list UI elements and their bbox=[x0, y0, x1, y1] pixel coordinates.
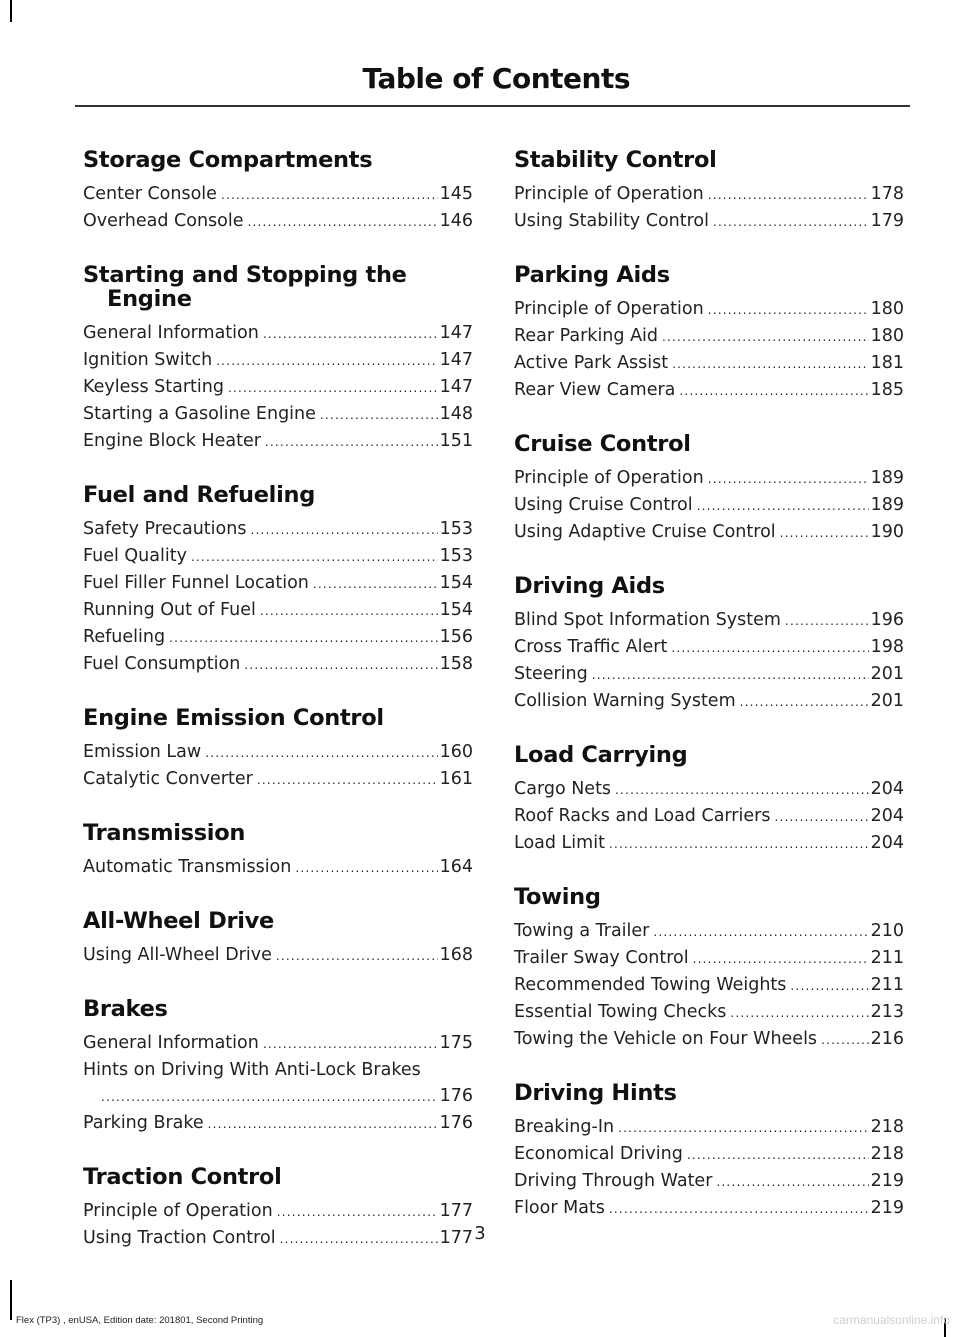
toc-entry-page: 198 bbox=[870, 637, 904, 657]
section-heading-text: Storage Compartments bbox=[83, 147, 373, 173]
toc-leader-dots bbox=[313, 571, 438, 597]
toc-entry-page: 177 bbox=[439, 1228, 473, 1248]
toc-entry-page: 204 bbox=[870, 806, 904, 826]
toc-leader-dots bbox=[609, 831, 869, 857]
toc-entry-label: Blind Spot Information System bbox=[514, 610, 781, 630]
section-heading-text: Brakes bbox=[83, 996, 168, 1022]
toc-entry-page: 168 bbox=[439, 945, 473, 965]
toc-entry-label: Load Limit bbox=[514, 833, 605, 853]
toc-leader-dots bbox=[169, 625, 438, 651]
toc-leader-dots bbox=[221, 182, 438, 208]
toc-entry-page: 179 bbox=[870, 211, 904, 231]
toc-entry[interactable] bbox=[514, 1141, 904, 1168]
toc-leader-dots bbox=[716, 1169, 868, 1195]
toc-entry[interactable] bbox=[514, 492, 904, 519]
toc-entry[interactable] bbox=[514, 323, 904, 350]
toc-entry-page: 176 bbox=[439, 1086, 473, 1106]
toc-entry-label: Keyless Starting bbox=[83, 377, 224, 397]
toc-leader-dots bbox=[263, 1031, 438, 1057]
toc-leader-dots bbox=[295, 855, 437, 881]
toc-entry-page: 160 bbox=[439, 742, 473, 762]
toc-entry-label: Principle of Operation bbox=[83, 1201, 273, 1221]
toc-entry[interactable] bbox=[514, 1026, 904, 1053]
toc-entry-page: 190 bbox=[870, 522, 904, 542]
toc-entry[interactable] bbox=[83, 347, 473, 374]
toc-entry-label: Principle of Operation bbox=[514, 299, 704, 319]
toc-entry-page: 176 bbox=[439, 1113, 473, 1133]
page-number: 3 bbox=[474, 1223, 486, 1244]
toc-entry-label: Fuel Consumption bbox=[83, 654, 241, 674]
toc-entry[interactable] bbox=[514, 1195, 904, 1222]
toc-section bbox=[514, 148, 904, 235]
toc-leader-dots bbox=[713, 209, 869, 235]
toc-entry[interactable] bbox=[83, 766, 473, 793]
toc-leader-dots bbox=[708, 182, 869, 208]
toc-entry-page: 145 bbox=[439, 184, 473, 204]
toc-leader-dots bbox=[780, 520, 869, 546]
section-heading-text: All-Wheel Drive bbox=[83, 908, 274, 934]
toc-entry-label: Engine Block Heater bbox=[83, 431, 261, 451]
toc-section bbox=[514, 885, 904, 1053]
toc-entry[interactable] bbox=[83, 374, 473, 401]
toc-entry[interactable] bbox=[83, 1030, 473, 1057]
toc-entry-page: 189 bbox=[870, 468, 904, 488]
toc-entry-page: 178 bbox=[870, 184, 904, 204]
toc-entry-label: Cargo Nets bbox=[514, 779, 612, 799]
toc-entry-label: Center Console bbox=[83, 184, 217, 204]
section-heading-text: Starting and Stopping the bbox=[83, 262, 407, 288]
toc-entry-label: Hints on Driving With Anti-Lock Brakes bbox=[83, 1060, 421, 1080]
toc-entry-page: 147 bbox=[439, 323, 473, 343]
toc-entry-page: 180 bbox=[870, 299, 904, 319]
section-heading bbox=[83, 483, 473, 507]
toc-entry[interactable] bbox=[83, 597, 473, 624]
toc-entry-page: 211 bbox=[870, 948, 904, 968]
toc-entry-label: Steering bbox=[514, 664, 588, 684]
toc-leader-dots bbox=[708, 466, 869, 492]
toc-section bbox=[83, 706, 473, 793]
toc-leader-dots bbox=[687, 1142, 869, 1168]
toc-entry[interactable] bbox=[514, 830, 904, 857]
toc-entry[interactable] bbox=[514, 208, 904, 235]
toc-leader-dots bbox=[265, 429, 438, 455]
toc-entry-page: 156 bbox=[439, 627, 473, 647]
toc-leader-dots bbox=[592, 662, 869, 688]
toc-entry-label: Essential Towing Checks bbox=[514, 1002, 727, 1022]
section-heading bbox=[514, 148, 904, 172]
toc-entry-label: Floor Mats bbox=[514, 1198, 605, 1218]
section-heading-text: Driving Hints bbox=[514, 1080, 677, 1106]
section-heading-continuation: Engine bbox=[107, 286, 192, 312]
toc-leader-dots bbox=[785, 608, 869, 634]
toc-entry-label: Active Park Assist bbox=[514, 353, 669, 373]
toc-leader-dots bbox=[662, 324, 869, 350]
toc-entry[interactable] bbox=[83, 651, 473, 678]
toc-entry-label: Economical Driving bbox=[514, 1144, 683, 1164]
toc-entry-label: Running Out of Fuel bbox=[83, 600, 256, 620]
toc-leader-dots bbox=[740, 689, 869, 715]
toc-entry-page: 153 bbox=[439, 546, 473, 566]
toc-entry-label: Driving Through Water bbox=[514, 1171, 713, 1191]
toc-left-column bbox=[83, 148, 473, 1280]
toc-entry-page: 218 bbox=[870, 1117, 904, 1137]
toc-section bbox=[514, 263, 904, 404]
toc-entry-label: General Information bbox=[83, 1033, 259, 1053]
section-heading bbox=[83, 263, 473, 311]
toc-entry-page: 177 bbox=[439, 1201, 473, 1221]
toc-entry[interactable] bbox=[83, 624, 473, 651]
toc-entry-page: 201 bbox=[870, 664, 904, 684]
toc-entry[interactable] bbox=[83, 320, 473, 347]
section-heading bbox=[514, 743, 904, 767]
section-heading bbox=[83, 148, 473, 172]
toc-entry[interactable] bbox=[83, 739, 473, 766]
toc-entry[interactable] bbox=[514, 661, 904, 688]
toc-entry-page: 218 bbox=[870, 1144, 904, 1164]
toc-leader-dots bbox=[730, 1000, 868, 1026]
toc-entry-page: 146 bbox=[439, 211, 473, 231]
toc-entry[interactable] bbox=[83, 543, 473, 570]
toc-entry-page: 147 bbox=[439, 350, 473, 370]
toc-leader-dots bbox=[618, 1115, 869, 1141]
toc-entry[interactable] bbox=[514, 181, 904, 208]
header-divider bbox=[75, 105, 910, 107]
toc-entry-page: 204 bbox=[870, 833, 904, 853]
toc-section bbox=[514, 743, 904, 857]
toc-entry[interactable] bbox=[83, 854, 473, 881]
section-heading bbox=[83, 706, 473, 730]
section-heading-text: Parking Aids bbox=[514, 262, 670, 288]
section-heading-text: Stability Control bbox=[514, 147, 717, 173]
toc-entry-label: Rear Parking Aid bbox=[514, 326, 659, 346]
toc-entry-label: General Information bbox=[83, 323, 259, 343]
toc-entry-label: Fuel Quality bbox=[83, 546, 187, 566]
toc-entry-page: 154 bbox=[439, 573, 473, 593]
toc-entry-page: 201 bbox=[870, 691, 904, 711]
toc-leader-dots bbox=[671, 635, 868, 661]
toc-entry-continuation bbox=[83, 1083, 473, 1110]
toc-entry-page: 204 bbox=[870, 779, 904, 799]
toc-section bbox=[83, 263, 473, 455]
toc-entry-label: Using Stability Control bbox=[514, 211, 709, 231]
toc-entry-label: Recommended Towing Weights bbox=[514, 975, 787, 995]
toc-entry-label: Parking Brake bbox=[83, 1113, 204, 1133]
toc-entry-label: Rear View Camera bbox=[514, 380, 676, 400]
toc-leader-dots bbox=[609, 1196, 869, 1222]
toc-entry-label: Collision Warning System bbox=[514, 691, 736, 711]
toc-leader-dots bbox=[653, 919, 868, 945]
section-heading-text: Towing bbox=[514, 884, 601, 910]
toc-entry[interactable] bbox=[514, 1168, 904, 1195]
toc-leader-dots bbox=[250, 517, 437, 543]
toc-section bbox=[83, 821, 473, 881]
toc-entry-label: Using Traction Control bbox=[83, 1228, 276, 1248]
toc-entry-page: 189 bbox=[870, 495, 904, 515]
toc-entry-page: 158 bbox=[439, 654, 473, 674]
section-heading-text: Load Carrying bbox=[514, 742, 688, 768]
toc-section bbox=[83, 997, 473, 1137]
toc-entry-label: Emission Law bbox=[83, 742, 202, 762]
toc-entry-page: 164 bbox=[439, 857, 473, 877]
toc-entry[interactable] bbox=[514, 999, 904, 1026]
section-heading-text: Transmission bbox=[83, 820, 246, 846]
toc-entry[interactable] bbox=[514, 350, 904, 377]
watermark-logo: carmanualsonline.info bbox=[833, 1313, 950, 1327]
crop-mark-bottom-left bbox=[10, 1280, 12, 1320]
toc-entry[interactable] bbox=[514, 377, 904, 404]
toc-entry[interactable] bbox=[83, 570, 473, 597]
toc-entry-page: 219 bbox=[870, 1171, 904, 1191]
toc-leader-dots bbox=[205, 740, 437, 766]
toc-entry-page: 213 bbox=[870, 1002, 904, 1022]
toc-entry-label: Roof Racks and Load Carriers bbox=[514, 806, 771, 826]
toc-entry[interactable] bbox=[83, 1057, 473, 1110]
toc-entry-label: Automatic Transmission bbox=[83, 857, 292, 877]
toc-right-column bbox=[514, 148, 904, 1250]
section-heading-text: Cruise Control bbox=[514, 431, 691, 457]
toc-entry-label: Safety Precautions bbox=[83, 519, 247, 539]
toc-entry-label: Fuel Filler Funnel Location bbox=[83, 573, 309, 593]
section-heading bbox=[514, 1081, 904, 1105]
toc-section bbox=[514, 574, 904, 715]
section-heading bbox=[83, 997, 473, 1021]
toc-entry-label: Trailer Sway Control bbox=[514, 948, 689, 968]
toc-leader-dots bbox=[277, 1199, 438, 1225]
toc-entry-page: 211 bbox=[870, 975, 904, 995]
toc-entry-label: Towing the Vehicle on Four Wheels bbox=[514, 1029, 818, 1049]
toc-entry[interactable] bbox=[514, 688, 904, 715]
toc-section bbox=[83, 483, 473, 678]
toc-entry-label: Starting a Gasoline Engine bbox=[83, 404, 316, 424]
section-heading-text: Driving Aids bbox=[514, 573, 665, 599]
toc-leader-dots bbox=[208, 1111, 438, 1137]
toc-leader-dots bbox=[260, 598, 438, 624]
section-heading bbox=[83, 909, 473, 933]
toc-entry-page: 153 bbox=[439, 519, 473, 539]
toc-entry[interactable] bbox=[514, 803, 904, 830]
toc-leader-dots bbox=[263, 321, 438, 347]
toc-entry[interactable] bbox=[83, 1198, 473, 1225]
toc-leader-dots bbox=[679, 378, 868, 404]
toc-entry[interactable] bbox=[514, 634, 904, 661]
toc-entry-page: 196 bbox=[870, 610, 904, 630]
toc-entry[interactable] bbox=[514, 519, 904, 546]
toc-entry-page: 180 bbox=[870, 326, 904, 346]
toc-leader-dots bbox=[257, 767, 438, 793]
section-heading bbox=[514, 432, 904, 456]
toc-entry[interactable] bbox=[514, 918, 904, 945]
toc-entry[interactable] bbox=[83, 208, 473, 235]
toc-leader-dots bbox=[697, 493, 869, 519]
toc-entry-page: 148 bbox=[439, 404, 473, 424]
toc-entry[interactable] bbox=[514, 945, 904, 972]
toc-section bbox=[514, 1081, 904, 1222]
toc-leader-dots bbox=[774, 804, 868, 830]
section-heading bbox=[514, 885, 904, 909]
toc-entry-label: Using Adaptive Cruise Control bbox=[514, 522, 776, 542]
toc-entry-label: Refueling bbox=[83, 627, 166, 647]
section-heading bbox=[514, 263, 904, 287]
section-heading-text: Traction Control bbox=[83, 1164, 282, 1190]
toc-entry-label: Catalytic Converter bbox=[83, 769, 253, 789]
toc-entry[interactable] bbox=[514, 972, 904, 999]
toc-leader-dots bbox=[672, 351, 868, 377]
toc-entry-label: Ignition Switch bbox=[83, 350, 213, 370]
toc-entry-label: Overhead Console bbox=[83, 211, 244, 231]
toc-leader-dots bbox=[320, 402, 438, 428]
toc-leader-dots bbox=[248, 209, 438, 235]
toc-entry-label: Using Cruise Control bbox=[514, 495, 693, 515]
toc-entry-label: Principle of Operation bbox=[514, 184, 704, 204]
toc-entry[interactable] bbox=[514, 776, 904, 803]
toc-entry-label: Towing a Trailer bbox=[514, 921, 650, 941]
section-heading-text: Fuel and Refueling bbox=[83, 482, 316, 508]
toc-entry-page: 210 bbox=[870, 921, 904, 941]
toc-entry-page: 147 bbox=[439, 377, 473, 397]
toc-leader-dots bbox=[191, 544, 438, 570]
toc-entry[interactable] bbox=[83, 942, 473, 969]
section-heading-text: Engine Emission Control bbox=[83, 705, 384, 731]
toc-leader-dots bbox=[228, 375, 438, 401]
toc-section bbox=[514, 432, 904, 546]
toc-entry-page: 216 bbox=[870, 1029, 904, 1049]
toc-entry[interactable] bbox=[83, 516, 473, 543]
toc-entry[interactable] bbox=[83, 1110, 473, 1137]
section-heading bbox=[83, 1165, 473, 1189]
toc-entry-label: Breaking-In bbox=[514, 1117, 615, 1137]
toc-leader-dots bbox=[615, 777, 869, 803]
toc-entry-page: 175 bbox=[439, 1033, 473, 1053]
edition-footer: Flex (TP3) , enUSA, Edition date: 201801, Second Printing bbox=[16, 1315, 264, 1326]
toc-entry[interactable] bbox=[514, 465, 904, 492]
toc-leader-dots bbox=[101, 1084, 438, 1110]
toc-entry[interactable] bbox=[83, 401, 473, 428]
toc-section bbox=[83, 909, 473, 969]
toc-entry[interactable] bbox=[83, 428, 473, 455]
toc-leader-dots bbox=[821, 1027, 869, 1053]
toc-leader-dots bbox=[276, 943, 438, 969]
toc-entry[interactable] bbox=[83, 181, 473, 208]
toc-entry-page: 161 bbox=[439, 769, 473, 789]
toc-leader-dots bbox=[244, 652, 437, 678]
toc-entry-label: Using All-Wheel Drive bbox=[83, 945, 272, 965]
toc-entry-label: Principle of Operation bbox=[514, 468, 704, 488]
toc-entry-page: 219 bbox=[870, 1198, 904, 1218]
toc-entry-page: 185 bbox=[870, 380, 904, 400]
toc-entry[interactable] bbox=[514, 607, 904, 634]
crop-mark-top-left bbox=[10, 0, 12, 22]
toc-leader-dots bbox=[708, 297, 869, 323]
toc-entry-page: 151 bbox=[439, 431, 473, 451]
toc-entry-page: 181 bbox=[870, 353, 904, 373]
page-header-title: Table of Contents bbox=[362, 62, 630, 95]
section-heading bbox=[83, 821, 473, 845]
toc-entry[interactable] bbox=[514, 1114, 904, 1141]
toc-leader-dots bbox=[216, 348, 437, 374]
toc-leader-dots bbox=[693, 946, 869, 972]
toc-leader-dots bbox=[790, 973, 868, 999]
section-heading bbox=[514, 574, 904, 598]
toc-entry[interactable] bbox=[514, 296, 904, 323]
toc-entry-label: Cross Traffic Alert bbox=[514, 637, 668, 657]
toc-entry-page: 154 bbox=[439, 600, 473, 620]
toc-section bbox=[83, 148, 473, 235]
